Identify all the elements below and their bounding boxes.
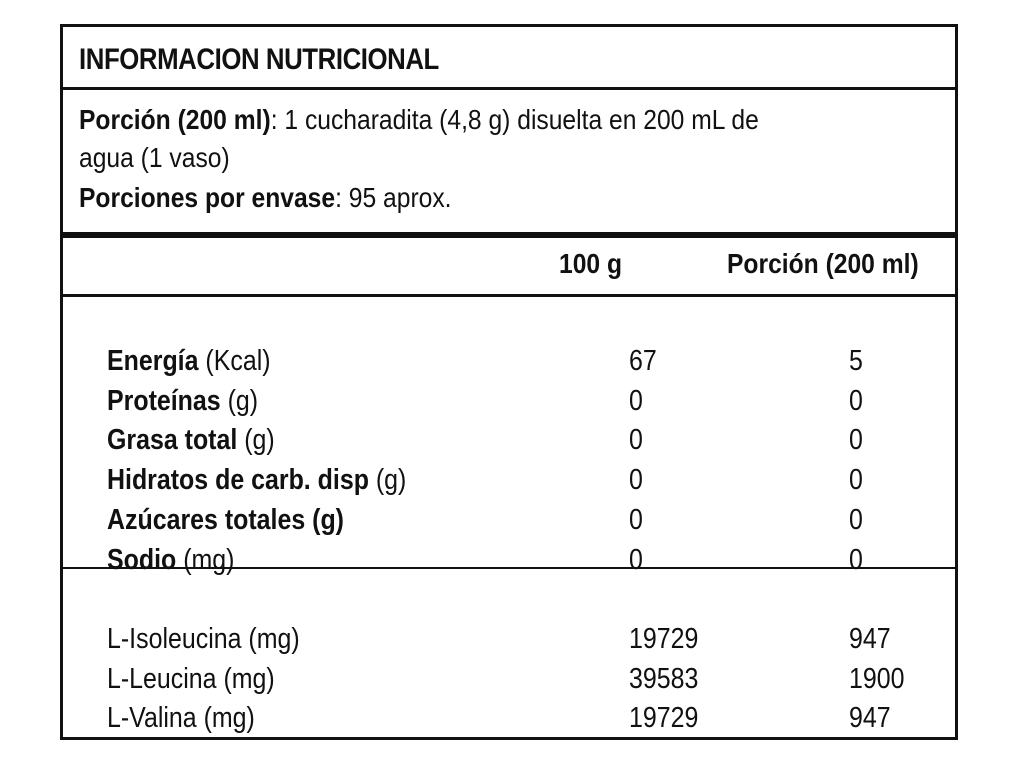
nutrient-per100: 67 (629, 345, 657, 377)
nutrient-per100: 0 (629, 424, 643, 456)
amino-name: L-Valina (mg) (107, 702, 255, 734)
nutrient-name: Proteínas (g) (107, 385, 259, 417)
amino-per100: 19729 (629, 623, 699, 655)
portion-line (79, 104, 759, 136)
amino-per100: 39583 (629, 663, 699, 695)
nutrient-per100: 0 (629, 385, 643, 417)
label-title: INFORMACION NUTRICIONAL (79, 43, 439, 76)
nutrient-name: Azúcares totales (g) (107, 504, 344, 536)
amino-per-portion: 947 (849, 702, 891, 734)
table-row (63, 424, 955, 464)
nutrient-per-portion: 5 (849, 345, 863, 377)
nutrient-per100: 0 (629, 504, 643, 536)
portion-label: Porción (200 ml) (79, 104, 271, 135)
nutrient-per-portion: 0 (849, 504, 863, 536)
nutrient-name: Hidratos de carb. disp (g) (107, 464, 407, 496)
table-row (63, 504, 955, 544)
nutrient-name: Sodio (mg) (107, 544, 235, 576)
amino-name: L-Leucina (mg) (107, 663, 275, 695)
amino-per-portion: 1900 (849, 663, 905, 695)
column-header-100g: 100 g (559, 248, 623, 279)
nutrients-section (63, 297, 955, 576)
amino-acids-section (63, 569, 955, 737)
column-header-section (63, 238, 955, 297)
nutrient-name: Energía (Kcal) (107, 345, 271, 377)
nutrient-per-portion: 0 (849, 424, 863, 456)
amino-per-portion: 947 (849, 623, 891, 655)
portion-section (63, 90, 955, 238)
nutrient-per-portion: 0 (849, 385, 863, 417)
nutrition-label (60, 24, 958, 740)
nutrient-per100: 0 (629, 544, 643, 576)
amino-name: L-Isoleucina (mg) (107, 623, 300, 655)
table-row (63, 345, 955, 385)
servings-value: : 95 aprox. (335, 182, 452, 213)
portion-description: : 1 cucharadita (4,8 g) disuelta en 200 mL de (270, 104, 759, 135)
table-row (63, 464, 955, 504)
nutrient-per-portion: 0 (849, 464, 863, 496)
column-header-portion: Porción (200 ml) (727, 248, 919, 279)
table-row (63, 663, 955, 703)
portion-line-continued: agua (1 vaso) (79, 142, 230, 173)
title-section (63, 27, 955, 90)
servings-label: Porciones por envase (79, 182, 336, 213)
servings-line (79, 182, 452, 214)
nutrient-name: Grasa total (g) (107, 424, 275, 456)
nutrient-per100: 0 (629, 464, 643, 496)
table-row (63, 623, 955, 663)
table-row (63, 385, 955, 425)
amino-per100: 19729 (629, 702, 699, 734)
table-row (63, 702, 955, 742)
nutrient-per-portion: 0 (849, 544, 863, 576)
